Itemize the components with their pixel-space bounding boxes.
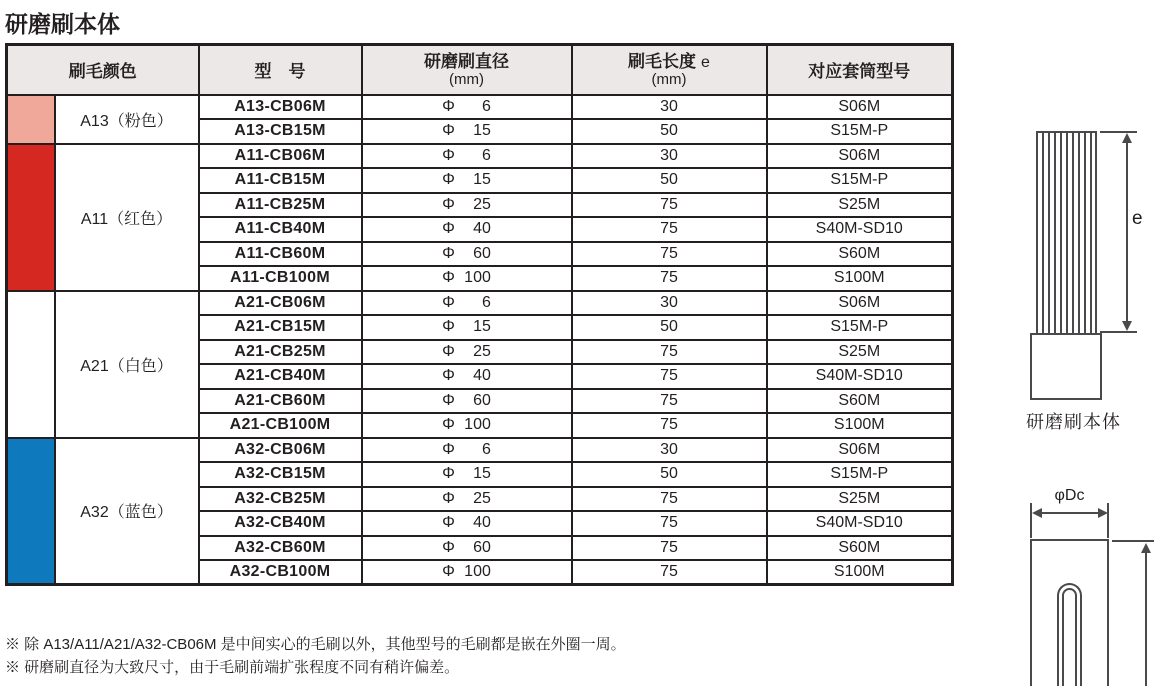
phi-symbol: Φ: [442, 171, 455, 189]
length-cell: 75: [572, 364, 767, 389]
phi-symbol: Φ: [442, 244, 455, 262]
diameter-unit: (mm): [449, 70, 484, 88]
sleeve-cell: S100M: [767, 560, 953, 585]
length-cell: 75: [572, 389, 767, 414]
diameter-cell: [362, 291, 572, 316]
diameter-cell: [362, 560, 572, 585]
sleeve-cell: S15M-P: [767, 119, 953, 144]
brush-figure-caption: 研磨刷本体: [1026, 412, 1121, 432]
length-header-text: [573, 52, 766, 72]
diameter-cell: [362, 144, 572, 169]
length-cell: 30: [572, 144, 767, 169]
sleeve-cell: S60M: [767, 242, 953, 267]
col-header-length: [572, 45, 767, 95]
model-cell: A11-CB100M: [199, 266, 362, 291]
length-unit: (mm): [651, 71, 687, 89]
diameter-value: 40: [473, 514, 491, 532]
length-cell: 75: [572, 266, 767, 291]
diameter-cell: [362, 315, 572, 340]
model-cell: A21-CB15M: [199, 315, 362, 340]
phi-symbol: Φ: [442, 195, 455, 213]
diameter-cell: [362, 119, 572, 144]
diameter-value: 6: [481, 440, 491, 458]
model-cell: A11-CB40M: [199, 217, 362, 242]
col-header-diameter: [362, 45, 572, 95]
length-cell: 75: [572, 242, 767, 267]
phi-symbol: Φ: [442, 563, 455, 580]
color-swatch-A11: [7, 144, 55, 291]
color-group-label: A21（白色）: [55, 291, 199, 438]
length-cell: 75: [572, 487, 767, 512]
model-cell: A21-CB25M: [199, 340, 362, 365]
model-cell: A11-CB60M: [199, 242, 362, 267]
diameter-value: 100: [464, 269, 491, 287]
diameter-cell: [362, 536, 572, 561]
dimension-label-phi-dc: φDc: [1054, 487, 1085, 504]
diameter-cell: [362, 413, 572, 438]
model-cell: A32-CB25M: [199, 487, 362, 512]
diameter-cell: [362, 168, 572, 193]
phi-symbol: Φ: [442, 342, 455, 360]
footnote-2: ※ 研磨刷直径为大致尺寸，由于毛刷前端扩张程度不同有稍许偏差。: [5, 659, 460, 676]
phi-symbol: Φ: [442, 514, 455, 532]
sleeve-cell: S100M: [767, 413, 953, 438]
model-cell: A11-CB06M: [199, 144, 362, 169]
extension-line-right: [1107, 503, 1109, 538]
diameter-value: 15: [473, 465, 491, 483]
table-row: [7, 144, 953, 169]
length-cell: 30: [572, 438, 767, 463]
length-cell: 50: [572, 462, 767, 487]
length-cell: 75: [572, 217, 767, 242]
color-swatch-A13: [7, 95, 55, 144]
length-header-zh: 刷毛长度: [628, 51, 697, 71]
dimension-tick-bottom: [1100, 331, 1137, 333]
page-title: 研磨刷本体: [5, 11, 120, 37]
color-swatch-A21: [7, 291, 55, 438]
dimension-label-e: e: [1132, 208, 1143, 229]
diameter-value: 25: [473, 489, 491, 507]
model-cell: A21-CB60M: [199, 389, 362, 414]
sleeve-cell: S40M-SD10: [767, 364, 953, 389]
phi-symbol: Φ: [442, 97, 455, 115]
header-row: [7, 45, 953, 95]
diameter-value: 40: [473, 367, 491, 385]
sleeve-cell: S06M: [767, 95, 953, 120]
length-cell: 50: [572, 119, 767, 144]
phi-symbol: Φ: [442, 538, 455, 556]
arrowhead-up-icon: [1141, 543, 1151, 553]
diameter-value: 100: [464, 416, 491, 434]
dimension-tick-right: [1112, 540, 1154, 542]
phi-symbol: Φ: [442, 122, 455, 140]
sleeve-cell: S15M-P: [767, 168, 953, 193]
dimension-line-dc: [1036, 512, 1104, 514]
phi-symbol: Φ: [442, 489, 455, 507]
col-header-color: 刷毛颜色: [7, 45, 199, 95]
model-cell: A32-CB06M: [199, 438, 362, 463]
length-cell: 75: [572, 413, 767, 438]
phi-symbol: Φ: [442, 293, 455, 311]
diameter-value: 15: [473, 171, 491, 189]
model-cell: A13-CB06M: [199, 95, 362, 120]
sleeve-cell: S60M: [767, 536, 953, 561]
footnote-1: ※ 除 A13/A11/A21/A32-CB06M 是中间实心的毛刷以外，其他型号的毛刷都是嵌在外圈一周。: [5, 636, 626, 653]
phi-symbol: Φ: [442, 367, 455, 385]
sleeve-cell: S40M-SD10: [767, 217, 953, 242]
table-row: [7, 291, 953, 316]
model-cell: A11-CB25M: [199, 193, 362, 218]
diameter-value: 60: [473, 391, 491, 409]
sleeve-cell: S15M-P: [767, 462, 953, 487]
color-group-label: A13（粉色）: [55, 95, 199, 144]
brush-bristles: [1036, 131, 1097, 333]
table-row: [7, 438, 953, 463]
model-cell: A32-CB40M: [199, 511, 362, 536]
diameter-value: 60: [473, 244, 491, 262]
sleeve-cell: S06M: [767, 144, 953, 169]
sleeve-cell: S100M: [767, 266, 953, 291]
model-cell: A21-CB40M: [199, 364, 362, 389]
diameter-cell: [362, 487, 572, 512]
sleeve-cell: S60M: [767, 389, 953, 414]
brush-base: [1030, 333, 1102, 400]
col-header-model: 型 号: [199, 45, 362, 95]
diameter-value: 15: [473, 318, 491, 336]
length-cell: 50: [572, 168, 767, 193]
diameter-cell: [362, 95, 572, 120]
color-swatch-A32: [7, 438, 55, 585]
phi-symbol: Φ: [442, 220, 455, 238]
sleeve-cell: S15M-P: [767, 315, 953, 340]
dimension-line-height: [1145, 546, 1147, 686]
model-cell: A21-CB100M: [199, 413, 362, 438]
length-cell: 30: [572, 291, 767, 316]
arrowhead-left-icon: [1032, 508, 1042, 518]
model-cell: A21-CB06M: [199, 291, 362, 316]
model-cell: A32-CB60M: [199, 536, 362, 561]
diameter-cell: [362, 438, 572, 463]
diameter-value: 100: [464, 563, 491, 580]
phi-symbol: Φ: [442, 318, 455, 336]
diameter-value: 60: [473, 538, 491, 556]
length-cell: 75: [572, 560, 767, 585]
phi-symbol: Φ: [442, 416, 455, 434]
dimension-line-e: [1126, 136, 1128, 328]
length-cell: 50: [572, 315, 767, 340]
sleeve-cell: S06M: [767, 291, 953, 316]
model-cell: A32-CB15M: [199, 462, 362, 487]
length-symbol-e: e: [701, 53, 710, 71]
diameter-cell: [362, 242, 572, 267]
diameter-cell: [362, 511, 572, 536]
diameter-value: 6: [481, 293, 491, 311]
phi-symbol: Φ: [442, 146, 455, 164]
diameter-value: 25: [473, 195, 491, 213]
color-group-label: A32（蓝色）: [55, 438, 199, 585]
phi-symbol: Φ: [442, 391, 455, 409]
sleeve-cell: S25M: [767, 340, 953, 365]
diameter-cell: [362, 389, 572, 414]
sleeve-cell: S25M: [767, 193, 953, 218]
footnotes: [5, 633, 626, 679]
phi-symbol: Φ: [442, 465, 455, 483]
extension-line-left: [1030, 503, 1032, 538]
diameter-cell: [362, 364, 572, 389]
color-group-label: A11（红色）: [55, 144, 199, 291]
length-cell: 75: [572, 511, 767, 536]
diameter-cell: [362, 266, 572, 291]
length-cell: 75: [572, 193, 767, 218]
model-cell: A11-CB15M: [199, 168, 362, 193]
phi-symbol: Φ: [442, 269, 455, 287]
sleeve-cell: S06M: [767, 438, 953, 463]
length-cell: 30: [572, 95, 767, 120]
diameter-cell: [362, 217, 572, 242]
diameter-value: 15: [473, 122, 491, 140]
model-cell: A13-CB15M: [199, 119, 362, 144]
model-cell: A32-CB100M: [199, 560, 362, 585]
diameter-value: 6: [481, 97, 491, 115]
diameter-header-text: 研磨刷直径: [424, 52, 509, 72]
sleeve-cell: S40M-SD10: [767, 511, 953, 536]
brush-spec-table: [5, 43, 954, 586]
sleeve-cell: S25M: [767, 487, 953, 512]
col-header-sleeve: 对应套筒型号: [767, 45, 953, 95]
diameter-value: 6: [481, 146, 491, 164]
sleeve-slot-inner: [1062, 588, 1077, 686]
arrowhead-down-icon: [1122, 321, 1132, 331]
diameter-value: 40: [473, 220, 491, 238]
phi-symbol: Φ: [442, 440, 455, 458]
diameter-cell: [362, 462, 572, 487]
table-row: [7, 95, 953, 120]
arrowhead-up-icon: [1122, 133, 1132, 143]
length-cell: 75: [572, 536, 767, 561]
diameter-cell: [362, 340, 572, 365]
diameter-value: 25: [473, 342, 491, 360]
length-cell: 75: [572, 340, 767, 365]
diameter-cell: [362, 193, 572, 218]
